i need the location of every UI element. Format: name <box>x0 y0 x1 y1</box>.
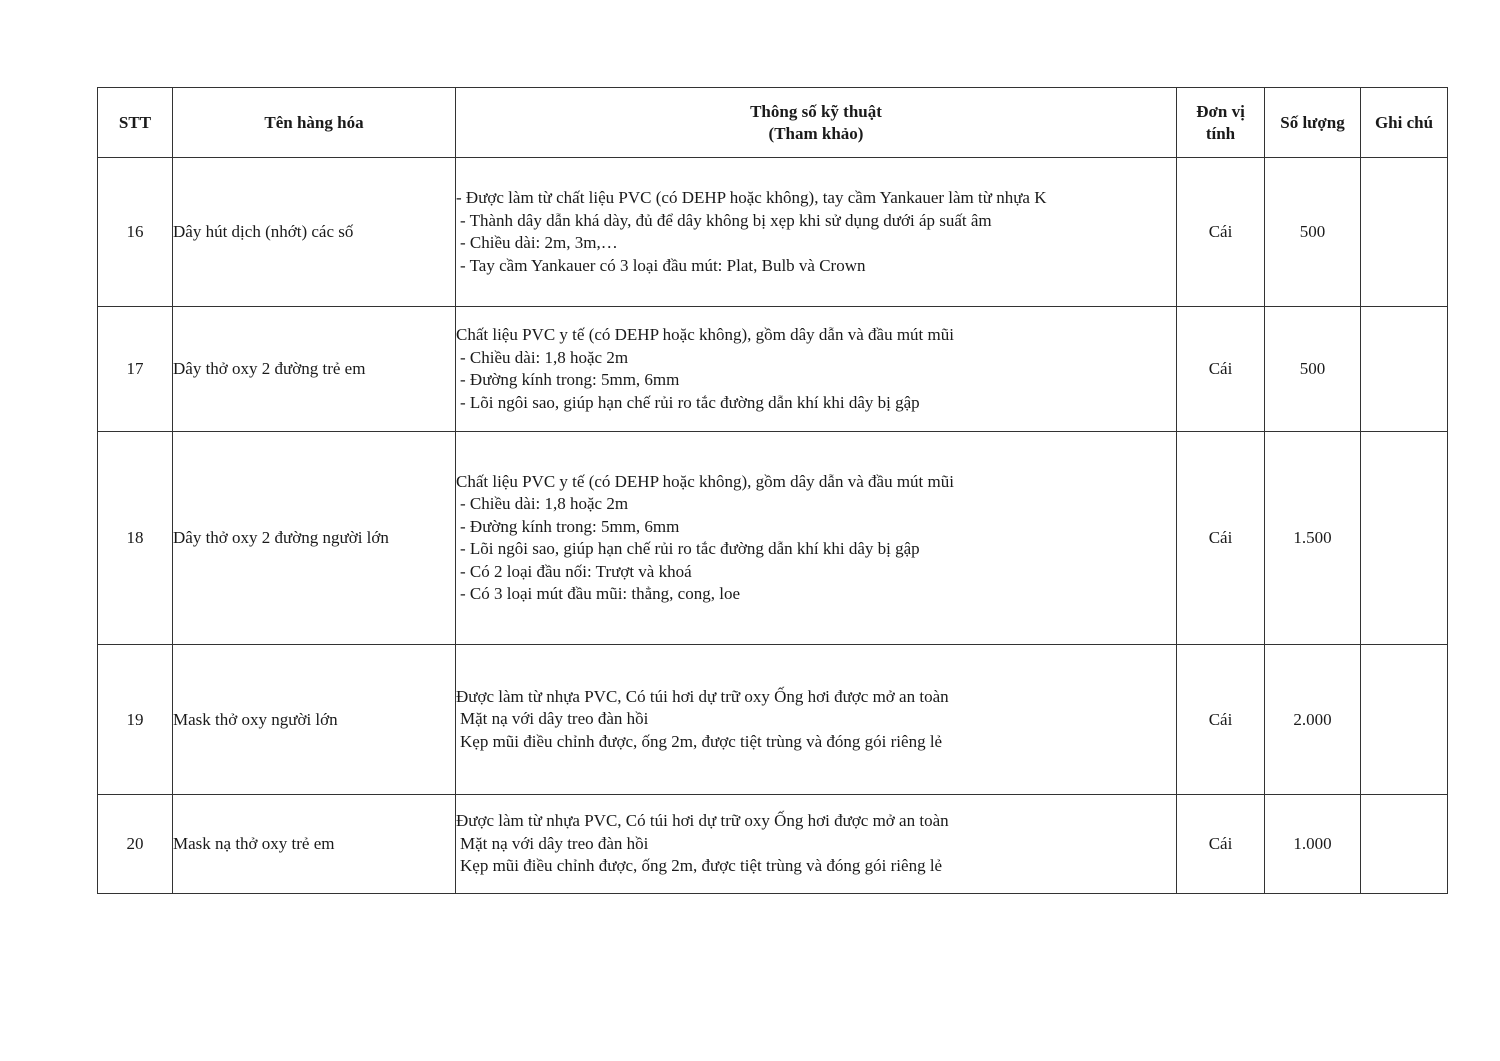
table-row <box>98 795 1448 894</box>
spec-line: - Có 3 loại mút đầu mũi: thẳng, cong, loe <box>460 584 740 603</box>
table-row <box>98 158 1448 307</box>
spec-line: Kẹp mũi điều chỉnh được, ống 2m, được tiệt trùng và đóng gói riêng lẻ <box>460 731 943 751</box>
row-stt: 19 <box>98 645 173 795</box>
row-note <box>1361 795 1448 894</box>
row-spec <box>456 307 1177 432</box>
row-stt: 18 <box>98 432 173 645</box>
header-row <box>98 88 1448 158</box>
spec-line: Mặt nạ với dây treo đàn hồi <box>460 709 649 729</box>
row-stt: 20 <box>98 795 173 894</box>
spec-line: - Chiều dài: 2m, 3m,… <box>460 233 618 252</box>
row-unit: Cái <box>1177 645 1265 795</box>
header-spec-line2: (Tham khảo) <box>768 123 864 143</box>
row-name: Mask nạ thở oxy trẻ em <box>173 795 456 894</box>
spec-line: - Được làm từ chất liệu PVC (có DEHP hoặc không), tay cầm Yankauer làm từ nhựa K <box>456 188 1047 207</box>
spec-line: - Lõi ngôi sao, giúp hạn chế rủi ro tắc đường dẫn khí khi dây bị gập <box>460 392 920 412</box>
row-name: Mask thở oxy người lớn <box>173 645 456 795</box>
row-quantity: 500 <box>1265 307 1361 432</box>
spec-line: Kẹp mũi điều chỉnh được, ống 2m, được tiệt trùng và đóng gói riêng lẻ <box>460 856 943 876</box>
spec-line: - Chiều dài: 1,8 hoặc 2m <box>460 494 629 513</box>
spec-line: Chất liệu PVC y tế (có DEHP hoặc không), gồm dây dẫn và đầu mút mũi <box>456 471 954 491</box>
row-stt: 17 <box>98 307 173 432</box>
table-row <box>98 432 1448 645</box>
header-name: Tên hàng hóa <box>173 88 456 158</box>
row-note <box>1361 158 1448 307</box>
spec-line: - Đường kính trong: 5mm, 6mm <box>460 516 680 536</box>
row-quantity: 2.000 <box>1265 645 1361 795</box>
header-stt: STT <box>98 88 173 158</box>
row-note <box>1361 307 1448 432</box>
row-spec <box>456 645 1177 795</box>
spec-line: - Thành dây dẫn khá dày, đủ để dây không bị xẹp khi sử dụng dưới áp suất âm <box>460 210 992 230</box>
row-stt: 16 <box>98 158 173 307</box>
table-row <box>98 645 1448 795</box>
row-unit: Cái <box>1177 795 1265 894</box>
header-quantity: Số lượng <box>1265 88 1361 158</box>
spec-line: - Có 2 loại đầu nối: Trượt và khoá <box>460 561 692 581</box>
row-spec <box>456 795 1177 894</box>
spec-line: Chất liệu PVC y tế (có DEHP hoặc không), gồm dây dẫn và đầu mút mũi <box>456 325 954 344</box>
row-spec <box>456 158 1177 307</box>
spec-line: Được làm từ nhựa PVC, Có túi hơi dự trữ oxy Ống hơi được mở an toàn <box>456 811 949 831</box>
row-name: Dây hút dịch (nhớt) các số <box>173 158 456 307</box>
row-quantity: 1.500 <box>1265 432 1361 645</box>
header-unit-line2: tính <box>1205 123 1236 143</box>
header-note: Ghi chú <box>1361 88 1448 158</box>
spec-line: - Lõi ngôi sao, giúp hạn chế rủi ro tắc đường dẫn khí khi dây bị gập <box>460 539 920 558</box>
row-unit: Cái <box>1177 307 1265 432</box>
header-unit-line1: Đơn vị <box>1196 101 1245 121</box>
header-spec-line1: Thông số kỹ thuật <box>750 101 882 121</box>
row-spec <box>456 432 1177 645</box>
spec-line: Được làm từ nhựa PVC, Có túi hơi dự trữ oxy Ống hơi được mở an toàn <box>456 686 949 706</box>
spec-line: - Chiều dài: 1,8 hoặc 2m <box>460 347 629 367</box>
spec-line: Mặt nạ với dây treo đàn hồi <box>460 833 649 853</box>
specification-table <box>97 87 1448 894</box>
row-name: Dây thở oxy 2 đường người lớn <box>173 432 456 645</box>
table-row <box>98 307 1448 432</box>
row-unit: Cái <box>1177 432 1265 645</box>
row-quantity: 1.000 <box>1265 795 1361 894</box>
row-unit: Cái <box>1177 158 1265 307</box>
row-note <box>1361 645 1448 795</box>
spec-line: - Đường kính trong: 5mm, 6mm <box>460 370 680 389</box>
row-note <box>1361 432 1448 645</box>
row-name: Dây thở oxy 2 đường trẻ em <box>173 307 456 432</box>
row-quantity: 500 <box>1265 158 1361 307</box>
header-spec <box>456 88 1177 158</box>
spec-line: - Tay cầm Yankauer có 3 loại đầu mút: Plat, Bulb và Crown <box>460 255 866 275</box>
header-unit <box>1177 88 1265 158</box>
